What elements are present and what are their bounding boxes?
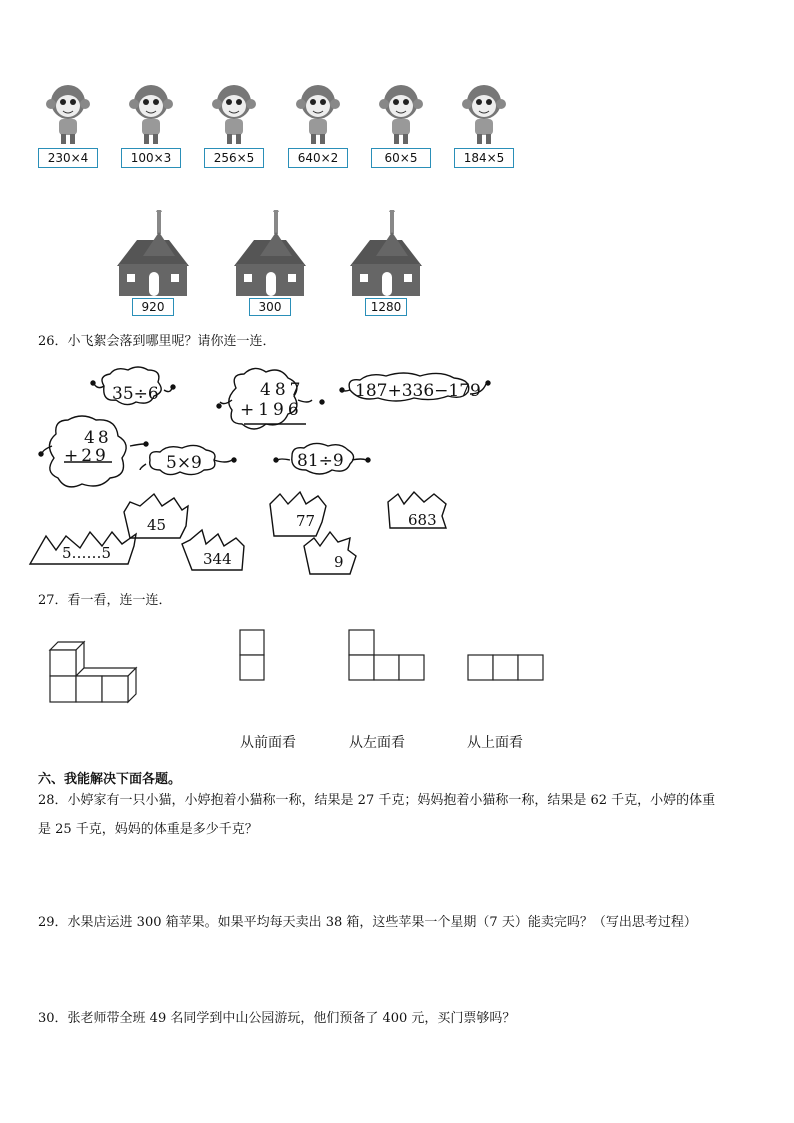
question-26-prompt: 26．小飞絮会落到哪里呢？请你连一连． <box>38 334 276 349</box>
monkey-icon <box>46 82 90 146</box>
monkey-icon <box>212 82 256 146</box>
view-label-top: 从上面看 <box>467 735 523 751</box>
view-label-front: 从前面看 <box>240 735 296 751</box>
monkey-expression: 100×3 <box>121 148 181 168</box>
house-card <box>230 210 310 318</box>
house-icon <box>346 210 426 298</box>
house-card <box>346 210 426 318</box>
monkey-expression: 640×2 <box>288 148 348 168</box>
question-28-line-2: 是 25 千克，妈妈的体重是多少千克？ <box>38 822 258 837</box>
monkey-expression: 256×5 <box>204 148 264 168</box>
view-option-2 <box>349 630 424 680</box>
monkey-icon <box>462 82 506 146</box>
monkey-expression: 230×4 <box>38 148 98 168</box>
question-29: 29．水果店运进 300 箱苹果。如果平均每天卖出 38 箱，这些苹果一个星期（7 天）能卖完吗？（写出思考过程） <box>38 915 697 930</box>
grass-5-outline <box>304 532 356 574</box>
cloud-expression-6: 81÷9 <box>297 451 344 471</box>
grass-value-6: 683 <box>408 511 437 529</box>
grass-value-5: 9 <box>334 553 344 571</box>
house-number: 920 <box>132 298 174 316</box>
question-27-prompt: 27．看一看，连一连． <box>38 593 172 608</box>
house-card <box>113 210 193 318</box>
question-30: 30．张老师带全班 49 名同学到中山公园游玩，他们预备了 400 元，买门票够吗？ <box>38 1011 516 1026</box>
house-number: 1280 <box>365 298 407 316</box>
monkey-card <box>121 82 181 170</box>
cloud-expression-4-top: 48 <box>84 428 112 448</box>
section-6-heading: 六、我能解决下面各题。 <box>38 772 182 787</box>
house-icon <box>113 210 193 298</box>
view-option-3 <box>468 655 543 680</box>
question-28-line-1: 28．小婷家有一只小猫，小婷抱着小猫称一称，结果是 27 千克；妈妈抱着小猫称一称，结果是 62 千克，小婷的体重 <box>38 793 716 808</box>
grass-value-4: 77 <box>296 512 316 530</box>
monkey-icon <box>129 82 173 146</box>
monkey-expression: 184×5 <box>454 148 514 168</box>
monkey-icon <box>296 82 340 146</box>
monkey-card <box>204 82 264 170</box>
cloud-expression-5: 5×9 <box>166 453 202 473</box>
monkey-expression: 60×5 <box>371 148 431 168</box>
view-label-left: 从左面看 <box>349 735 405 751</box>
monkey-icon <box>379 82 423 146</box>
grass-value-3: 344 <box>203 550 232 568</box>
grass-value-1: 5……5 <box>62 544 112 562</box>
grass-value-2: 45 <box>147 516 167 534</box>
cloud-expression-2-top: 487 <box>260 380 305 400</box>
house-icon <box>230 210 310 298</box>
monkey-card <box>38 82 98 170</box>
cloud-expression-4-bottom: +29 <box>64 446 109 466</box>
cube-views-drawing <box>40 620 560 710</box>
monkey-card <box>288 82 348 170</box>
monkey-card <box>371 82 431 170</box>
view-option-1 <box>240 630 264 680</box>
cloud-expression-1: 35÷6 <box>112 384 159 404</box>
cloud-expression-2-bottom: +196 <box>240 400 303 420</box>
cube-stack <box>50 642 136 702</box>
monkey-card <box>454 82 514 170</box>
house-number: 300 <box>249 298 291 316</box>
cloud-expression-3: 187+336−179 <box>355 381 481 401</box>
